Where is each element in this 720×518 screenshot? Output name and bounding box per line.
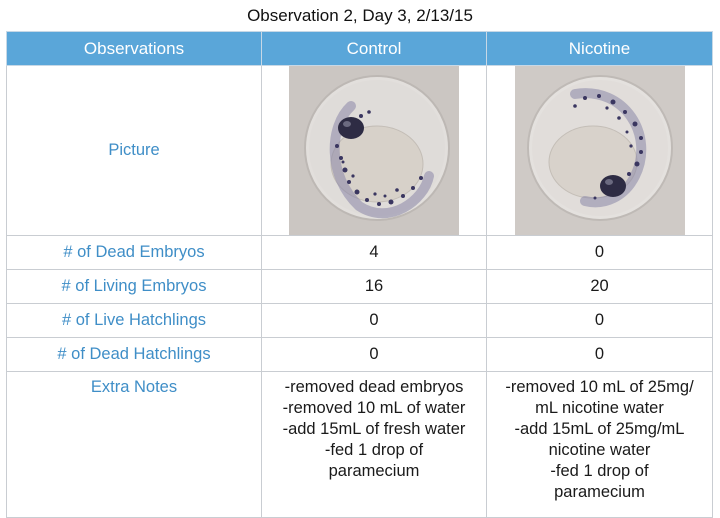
live-hatchlings-row (7, 304, 713, 338)
picture-label: Picture (7, 66, 262, 236)
header-nicotine: Nicotine (487, 32, 713, 66)
live-hatchlings-nicotine: 0 (487, 304, 713, 338)
living-embryos-nicotine: 20 (487, 270, 713, 304)
observation-table (6, 31, 713, 518)
picture-row (7, 66, 713, 236)
control-picture-cell (262, 66, 487, 236)
dead-embryos-control: 4 (262, 236, 487, 270)
header-observations: Observations (7, 32, 262, 66)
living-embryos-control: 16 (262, 270, 487, 304)
living-embryos-label: # of Living Embryos (7, 270, 262, 304)
extra-notes-label: Extra Notes (7, 372, 262, 518)
extra-notes-row (7, 372, 713, 518)
extra-notes-nicotine: -removed 10 mL of 25mg/ mL nicotine water -add 15mL of 25mg/mL nicotine water -fed 1 drop of paramecium (487, 372, 713, 518)
nicotine-embryo-photo (515, 66, 685, 235)
living-embryos-row (7, 270, 713, 304)
nicotine-picture-cell (487, 66, 713, 236)
dead-hatchlings-row (7, 338, 713, 372)
control-embryo-photo (289, 66, 459, 235)
header-row (7, 32, 713, 66)
dead-embryos-row (7, 236, 713, 270)
live-hatchlings-control: 0 (262, 304, 487, 338)
extra-notes-control: -removed dead embryos -removed 10 mL of water -add 15mL of fresh water -fed 1 drop of paramecium (262, 372, 487, 518)
header-control: Control (262, 32, 487, 66)
dead-hatchlings-label: # of Dead Hatchlings (7, 338, 262, 372)
live-hatchlings-label: # of Live Hatchlings (7, 304, 262, 338)
dead-embryos-label: # of Dead Embryos (7, 236, 262, 270)
page-title: Observation 2, Day 3, 2/13/15 (247, 6, 473, 25)
dead-embryos-nicotine: 0 (487, 236, 713, 270)
dead-hatchlings-nicotine: 0 (487, 338, 713, 372)
dead-hatchlings-control: 0 (262, 338, 487, 372)
